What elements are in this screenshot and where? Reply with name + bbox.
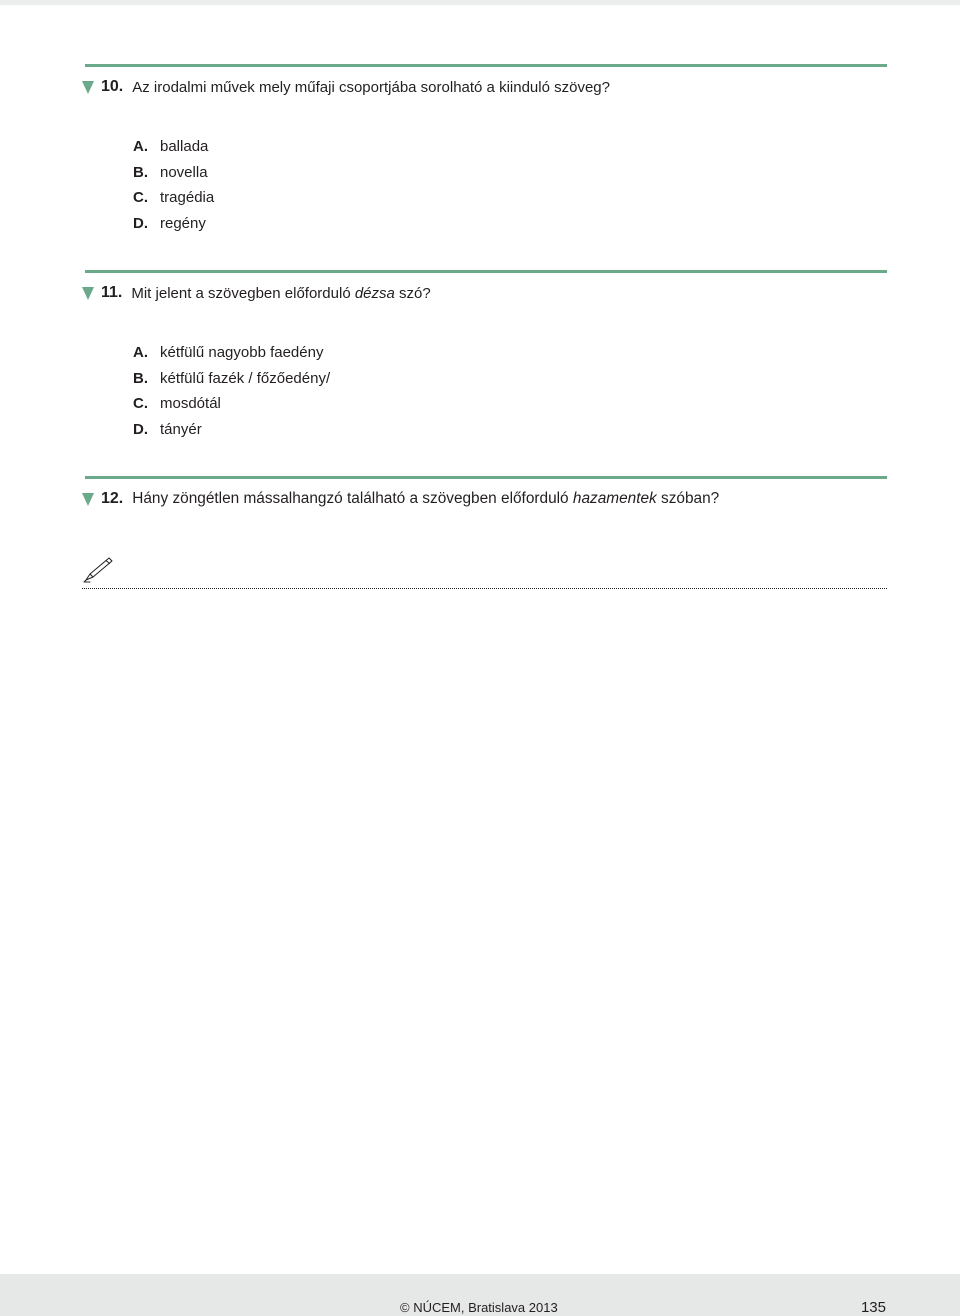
triangle-down-icon [82,493,94,506]
triangle-down-icon [82,81,94,94]
question-divider [85,270,887,273]
option-text: mosdótál [160,395,221,413]
footer-copyright: © NÚCEM, Bratislava 2013 [400,1300,558,1315]
option-text: kétfülű fazék / főzőedény/ [160,369,331,387]
question-text: Az irodalmi művek mely műfaji csoportjába sorolható a kiinduló szöveg? [132,78,610,96]
question-text-after: szóban? [656,490,720,507]
option-letter: C. [133,189,148,207]
option-c [133,391,330,417]
option-letter: B. [133,163,148,181]
option-text: tragédia [160,189,215,207]
question-text [131,285,430,302]
question-keyword: hazamentek [572,490,657,507]
option-text: novella [160,163,208,181]
option-b [133,160,214,186]
option-a [133,134,214,160]
question-divider [85,476,887,479]
question-header [80,283,431,303]
option-letter: A. [133,138,148,155]
answer-line[interactable] [82,588,887,589]
pen-icon [82,556,114,584]
option-text: kétfülű nagyobb faedény [160,344,324,361]
triangle-down-icon [82,287,94,300]
question-header [80,489,719,509]
question-text-before: Hány zöngétlen mássalhangzó található a szövegben előforduló [132,490,573,507]
option-letter: C. [133,395,148,413]
question-header [80,77,610,97]
answer-options [133,340,330,443]
option-c [133,185,214,211]
question-text [132,490,719,508]
question-12 [80,476,887,516]
question-number: 11. [101,284,123,301]
page-number: 135 [860,1299,886,1316]
option-text: tányér [160,421,202,439]
option-d [133,417,330,443]
answer-options [133,134,214,237]
option-letter: B. [133,369,148,387]
option-text: ballada [160,138,209,155]
option-text: regény [160,215,206,233]
option-a [133,340,330,366]
question-number: 12. [101,490,124,507]
question-number: 10. [101,78,124,95]
question-11 [80,270,887,450]
option-d [133,211,214,237]
option-b [133,366,330,392]
option-letter: D. [133,215,148,233]
option-letter: A. [133,344,148,361]
question-text-after: szó? [394,284,431,302]
question-keyword: dézsa [354,284,395,302]
question-divider [85,64,887,67]
question-10 [80,64,887,244]
top-band [0,0,960,5]
option-letter: D. [133,421,148,439]
question-text-before: Mit jelent a szövegben előforduló [131,284,355,302]
